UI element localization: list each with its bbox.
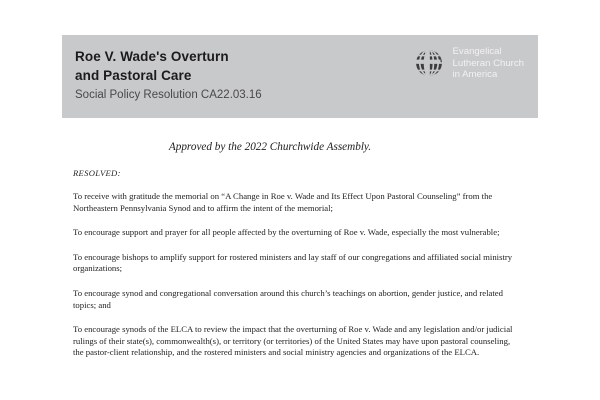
page-title-line-2: and Pastoral Care	[75, 68, 192, 83]
page-title-line-1: Roe V. Wade's Overturn	[75, 49, 229, 64]
document-header-band	[62, 35, 538, 118]
list-item: To encourage support and prayer for all people affected by the overturning of Roe v. Wade, especially the most vulnerable;	[73, 227, 500, 238]
page-subtitle: Social Policy Resolution CA22.03.16	[75, 89, 262, 101]
elca-wordmark-line-3: in America	[452, 69, 498, 81]
elca-logo	[412, 35, 538, 81]
list-item: To encourage bishops to amplify support for rostered ministers and lay staff of our congregations and affiliated social ministry organizations;	[73, 251, 513, 274]
elca-globe-cross-icon	[412, 46, 446, 80]
header-title-group	[62, 35, 262, 104]
document-body	[0, 118, 600, 359]
elca-wordmark	[453, 46, 524, 81]
elca-wordmark-line-2: Lutheran Church	[452, 57, 524, 69]
list-item: To encourage synods of the ELCA to review the impact that the overturning of Roe v. Wade and any legislation and/or judicial rulings of their state(s), commonwealth(s), or territory (or territories) of the United States may have upon pastoral counseling, the pastor-client relationship, and the rostered ministers and social ministry agencies and organizations of the ELCA.	[73, 324, 513, 358]
elca-wordmark-line-1: Evangelical	[452, 46, 502, 57]
approval-statement: Approved by the 2022 Churchwide Assembly.	[168, 141, 372, 153]
list-item: To encourage synod and congregational conversation around this church’s teachings on abortion, gender justice, and related topics; and	[73, 287, 504, 310]
resolved-label: RESOLVED:	[73, 168, 121, 178]
resolution-list	[0, 178, 600, 359]
list-item: To receive with gratitude the memorial on “A Change in Roe v. Wade and Its Effect Upon Pastoral Counseling” from the Northeastern Pennsylvania Synod and to affirm the intent of the memorial;	[73, 191, 493, 213]
